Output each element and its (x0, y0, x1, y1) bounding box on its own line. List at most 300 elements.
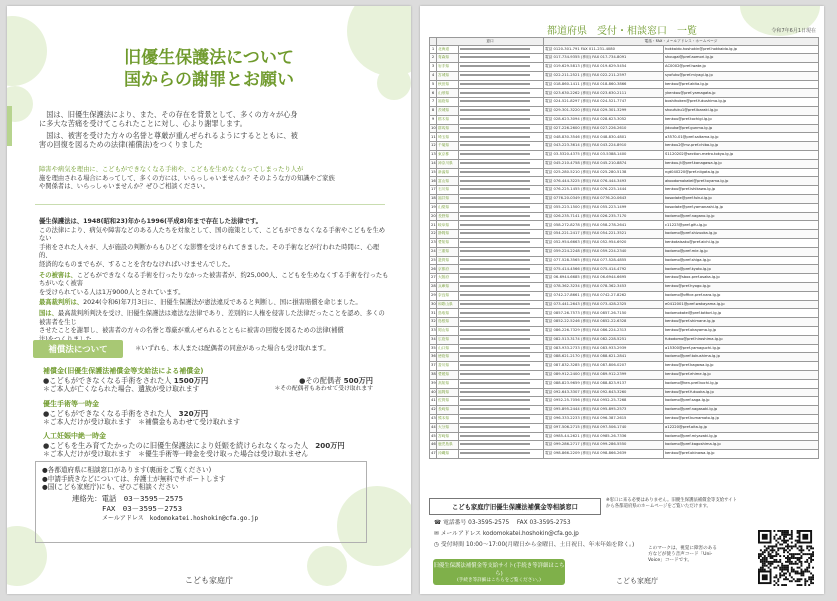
phone-fax: 電話 029-301-3220 (専用) FAX 029-301-3299 (544, 107, 664, 116)
window-name (459, 414, 544, 423)
agency-logo: こども家庭庁 (616, 577, 658, 585)
row-number: 2 (430, 54, 437, 63)
email-address: ngt040220@pref.niigata.lg.jp (664, 168, 819, 177)
row-number: 5 (430, 80, 437, 89)
table-row (430, 133, 819, 142)
consult-mail: ✉ メールアドレス kodomokatei.hoshokin@cfa.go.jp (434, 531, 579, 537)
table-row (430, 177, 819, 186)
phone-fax: 電話 098-866-2209 (専用) FAX 098-866-2639 (544, 450, 664, 459)
row-number: 31 (430, 309, 437, 318)
prefecture-name: 徳島県 (437, 353, 459, 362)
prefecture-name: 高知県 (437, 379, 459, 388)
row-number: 20 (430, 212, 437, 221)
window-name (459, 142, 544, 151)
table-row (430, 406, 819, 415)
prefecture-name: 熊本県 (437, 414, 459, 423)
window-name (459, 335, 544, 344)
phone-fax: 電話 0985-44-2621 (専用) FAX 0985-26-7336 (544, 432, 664, 441)
phone-fax: 電話 0776-20-0349 (専用) FAX 0776-20-0643 (544, 195, 664, 204)
prefecture-table (429, 37, 819, 459)
table-row (430, 265, 819, 274)
window-name (459, 63, 544, 72)
phone-fax: 電話 088-823-9659 (専用) FAX 088-823-9137 (544, 379, 664, 388)
row-number: 42 (430, 406, 437, 415)
email-address: a15300@pref.yamaguchi.lg.jp (664, 344, 819, 353)
window-name (459, 98, 544, 107)
phone-fax: 電話 083-933-2733 (専用) FAX 083-933-2939 (544, 344, 664, 353)
prefecture-name: 愛知県 (437, 239, 459, 248)
table-row (430, 388, 819, 397)
decor-circle (307, 546, 347, 586)
window-name (459, 423, 544, 432)
table-row (430, 89, 819, 98)
table-row (430, 63, 819, 72)
prefecture-name: 香川県 (437, 362, 459, 371)
phone-fax: 電話 043-223-3614 (専用) FAX 043-224-8910 (544, 142, 664, 151)
row-number: 15 (430, 168, 437, 177)
email-address: syofuku@pref.miyagi.lg.jp (664, 71, 819, 80)
table-row (430, 124, 819, 133)
table-row (430, 291, 819, 300)
table-row (430, 309, 819, 318)
prefecture-name: 宮城県 (437, 71, 459, 80)
phone-fax: 電話 017-734-9355 (専用) FAX 017-734-8091 (544, 54, 664, 63)
prefecture-name: 鹿児島県 (437, 441, 459, 450)
prefecture-name: 佐賀県 (437, 397, 459, 406)
phone-fax: 電話 054-221-2417 (専用) FAX 054-221-3521 (544, 230, 664, 239)
row-number: 34 (430, 335, 437, 344)
prefecture-name: 長野県 (437, 212, 459, 221)
phone-fax: 電話 058-272-8278 (専用) FAX 058-278-2641 (544, 221, 664, 230)
phone-fax: 電話 019-629-5813 (専用) FAX 019-629-5454 (544, 63, 664, 72)
window-name (459, 133, 544, 142)
email-address: kodomo@pref.tokushima.lg.jp (664, 353, 819, 362)
row-number: 7 (430, 98, 437, 107)
window-name (459, 186, 544, 195)
table-row (430, 370, 819, 379)
phone-fax: 電話 0742-27-8661 (専用) FAX 0742-27-8262 (544, 291, 664, 300)
table-header: 窓口 電話・FAX・メールアドレス・ホームページ (430, 38, 819, 46)
support-site-button[interactable]: 旧優生保護法補償金等支給サイト(手続き等詳細はこちら) (手続き等詳細はこちらをご覧ください。) (433, 559, 565, 585)
email-address: e0412001@pref.wakayama.lg.jp (664, 300, 819, 309)
email-address: shoufuku1@pref.ibaraki.lg.jp (664, 107, 819, 116)
window-name (459, 274, 544, 283)
prefecture-name: 神奈川県 (437, 159, 459, 168)
row-number: 26 (430, 265, 437, 274)
phone-fax: 電話 073-441-2643 (専用) FAX 073-428-2325 (544, 300, 664, 309)
row-number: 38 (430, 370, 437, 379)
table-row (430, 239, 819, 248)
compensation-pill: 補償法について (33, 340, 123, 358)
email-address: kodomo@ken.pref.kochi.lg.jp (664, 379, 819, 388)
table-row (430, 159, 819, 168)
table-row (430, 230, 819, 239)
row-number: 41 (430, 397, 437, 406)
row-number: 16 (430, 177, 437, 186)
phone-fax: 電話 086-226-7329 (専用) FAX 086-224-2313 (544, 327, 664, 336)
window-name (459, 151, 544, 160)
phone-fax: 電話 096-333-2233 (専用) FAX 096-387-2615 (544, 414, 664, 423)
back-page (420, 6, 824, 594)
prefecture-name: 埼玉県 (437, 133, 459, 142)
row-number: 23 (430, 239, 437, 248)
window-name (459, 283, 544, 292)
row-number: 8 (430, 107, 437, 116)
email-address: kenkou@pref.okinawa.lg.jp (664, 450, 819, 459)
history-section: 優生保護法は、1948(昭和23)年から1996(平成8)年まで存在した法律です。 この法律により、病気や障害などのある人たちを対象として、国の施策として、こどもができなくなる手術やこどもを生めない 手術をされた人々が、人が施設の判断からもひどくな影響を受けられてきました。その手術などが行われた時間に、心理的、 経済的なものまでもが、することを含むなければいけませんでした。 その被害は、こどもができなくなる手術を行ったりなかった被害者が、約25,000人、こどもを生めなくする手術を行ったもちがいなく被害 を受けられている人は1万9000人とされています。 最高裁判所は、2024(令和6)年7月3日に、旧優生保護法が憲法違反であると判断し、国に損害賠償を命じました。 国は、最高裁判所判決を受け、旧優生保護法は違法な法律であり、差別的に人権を侵害した法律だったことを認め、多くの被害者を生じ させたことを謝罪し、被害者の方々の名誉と尊厳が重んぜられるとともに被害の回復を図るための法律(補償 (39, 218, 389, 335)
window-name (459, 291, 544, 300)
email-address: kenkou@pref.ehime.lg.jp (664, 370, 819, 379)
email-address: kodomo@pref.kyoto.lg.jp (664, 265, 819, 274)
consult-title: こども家庭庁旧優生保護法補償金等相談窓口 (429, 498, 601, 515)
window-name (459, 54, 544, 63)
window-name (459, 89, 544, 98)
phone-fax: 電話 027-226-2600 (専用) FAX 027-226-2610 (544, 124, 664, 133)
window-name (459, 177, 544, 186)
phone-fax: 電話 048-830-3546 (専用) FAX 048-830-4801 (544, 133, 664, 142)
phone-fax: 電話 03-5320-4375 (専用) FAX 03-5388-1400 (544, 151, 664, 160)
window-name (459, 318, 544, 327)
window-name (459, 265, 544, 274)
email-address: kenkou@pref.akita.lg.jp (664, 80, 819, 89)
row-number: 25 (430, 256, 437, 265)
window-name (459, 344, 544, 353)
phone-fax: 電話 025-280-5210 (専用) FAX 025-280-5138 (544, 168, 664, 177)
window-name (459, 256, 544, 265)
phone-fax: 電話 045-210-4758 (専用) FAX 045-210-8874 (544, 159, 664, 168)
phone-icon: ☎ (434, 520, 442, 526)
window-name (459, 124, 544, 133)
phone-fax: 電話 052-954-6663 (専用) FAX 052-954-6920 (544, 239, 664, 248)
row-number: 33 (430, 327, 437, 336)
table-row (430, 142, 819, 151)
table-row (430, 300, 819, 309)
list-date: 令和7年6月1日現在 (771, 28, 816, 34)
window-name (459, 71, 544, 80)
email-address: kodomo@office.pref.nara.lg.jp (664, 291, 819, 300)
prefecture-name: 島根県 (437, 318, 459, 327)
prefecture-name: 大阪府 (437, 274, 459, 283)
email-address: ykenkou@pref.yamagata.jp (664, 89, 819, 98)
row-number: 39 (430, 379, 437, 388)
prefecture-name: 長崎県 (437, 406, 459, 415)
email-address: kenkou@pref.kagawa.lg.jp (664, 362, 819, 371)
window-name (459, 195, 544, 204)
window-name (459, 379, 544, 388)
table-row (430, 71, 819, 80)
prefecture-name: 岡山県 (437, 327, 459, 336)
row-number: 46 (430, 441, 437, 450)
row-number: 24 (430, 247, 437, 256)
phone-fax: 電話 0857-26-7573 (専用) FAX 0857-26-7150 (544, 309, 664, 318)
compensation-items: 補償金(旧優生保護法補償金等支給法による補償金) ●こどもができなくなる手術をされた人 1500万円 ●その配偶者 500万円 ＊ご本人が亡くなられた場合、遺族が受け取れます ＊その配偶者もあわせて受け取れます 優生手術等一時金 ●こどもができなくなる手術をされた人 320万円 ＊ご本人だけが受け取れます ＊補償金もあわせて受け取れます 人工妊娠中絶一時金 ●こどもを生み育てたかったのに旧優生保護法により妊娠を続けられなくなった人 200万円 ＊ご本人だけが受け取れます ＊優生手術等一時金を受け取った場合は受け取れません (43, 367, 373, 459)
table-row (430, 397, 819, 406)
phone-fax: 電話 077-528-3565 (専用) FAX 077-528-4855 (544, 256, 664, 265)
table-row (430, 195, 819, 204)
row-number: 30 (430, 300, 437, 309)
row-number: 28 (430, 283, 437, 292)
email-address: shougai@pref.aomori.lg.jp (664, 54, 819, 63)
row-number: 17 (430, 186, 437, 195)
email-address: kodomo@pref.saga.lg.jp (664, 397, 819, 406)
prefecture-name: 滋賀県 (437, 256, 459, 265)
row-number: 45 (430, 432, 437, 441)
call-note: 障害や病気を理由に、こどもができなくなる手術や、こどもを生めなくなってしまったり人が 施を理由される場合にあってして、多くの方には、いらっしゃいませんか？そのような方の知識やご家族 や関係者は、いらっしゃいませんか？ぜひご相談ください。 (39, 166, 335, 191)
email-address: hokkaido.hoshokin@pref.hokkaido.lg.jp (664, 45, 819, 54)
window-name (459, 115, 544, 124)
table-row (430, 151, 819, 160)
phone-fax: 電話 0952-25-7056 (専用) FAX 0952-25-7268 (544, 397, 664, 406)
table-row (430, 115, 819, 124)
list-title: 都道府県 受付・相談窓口 一覧 (547, 26, 697, 37)
table-row (430, 335, 819, 344)
window-name (459, 239, 544, 248)
table-row (430, 247, 819, 256)
window-name (459, 107, 544, 116)
prefecture-name: 青森県 (437, 54, 459, 63)
row-number: 37 (430, 362, 437, 371)
row-number: 29 (430, 291, 437, 300)
row-number: 14 (430, 159, 437, 168)
phone-fax: 電話 078-362-3234 (専用) FAX 078-362-3453 (544, 283, 664, 292)
window-name (459, 80, 544, 89)
row-number: 35 (430, 344, 437, 353)
phone-fax: 電話 097-506-2715 (専用) FAX 097-506-1740 (544, 423, 664, 432)
prefecture-name: 広島県 (437, 335, 459, 344)
title-line2: 国からの謝罪とお願い (124, 70, 294, 90)
phone-fax: 電話 0852-22-5246 (専用) FAX 0852-22-6328 (544, 318, 664, 327)
clock-icon: ◷ (434, 542, 440, 548)
prefecture-name: 栃木県 (437, 115, 459, 124)
email-address: kenkou@pref.shimane.lg.jp (664, 318, 819, 327)
phone-fax: 電話 023-630-2262 (専用) FAX 023-630-2111 (544, 89, 664, 98)
row-number: 19 (430, 203, 437, 212)
row-number: 47 (430, 450, 437, 459)
phone-fax: 電話 024-521-8297 (専用) FAX 024-521-7747 (544, 98, 664, 107)
prefecture-name: 山形県 (437, 89, 459, 98)
phone-fax: 電話 026-235-7141 (専用) FAX 026-235-7170 (544, 212, 664, 221)
window-name (459, 406, 544, 415)
table-row (430, 80, 819, 89)
email-address: kenkou@pref.tochigi.lg.jp (664, 115, 819, 124)
prefecture-name: 宮崎県 (437, 432, 459, 441)
phone-fax: 電話 018-860-1411 (専用) FAX 018-860-3866 (544, 80, 664, 89)
row-number: 13 (430, 151, 437, 160)
agency-logo: こども家庭庁 (185, 576, 233, 585)
prefecture-name: 新潟県 (437, 168, 459, 177)
table-row (430, 327, 819, 336)
phone-fax: 電話 082-513-3174 (専用) FAX 082-228-5251 (544, 335, 664, 344)
window-name (459, 353, 544, 362)
table-row (430, 432, 819, 441)
phone-fax: 電話 076-225-1455 (専用) FAX 076-225-1444 (544, 186, 664, 195)
email-address: a3570-01@pref.saitama.lg.jp (664, 133, 819, 142)
qr-caption: このマークは、視覚に障害のある 方などが使う音声コード「Uni- Voice」コードです。 (648, 546, 717, 563)
phone-fax: 電話 076-444-3225 (専用) FAX 076-444-3493 (544, 177, 664, 186)
email-address: c11223@pref.gifu.lg.jp (664, 221, 819, 230)
window-name (459, 397, 544, 406)
phone-fax: 電話 092-643-3307 (専用) FAX 092-643-3260 (544, 388, 664, 397)
table-row (430, 283, 819, 292)
prefecture-name: 和歌山県 (437, 300, 459, 309)
email-address: fukodomo@pref.hiroshima.lg.jp (664, 335, 819, 344)
window-name (459, 159, 544, 168)
prefecture-name: 東京都 (437, 151, 459, 160)
email-address: kenkou@pref.ishikawa.lg.jp (664, 186, 819, 195)
email-address: kenkou@pref.fukuoka.lg.jp (664, 388, 819, 397)
table-row (430, 168, 819, 177)
table-row (430, 353, 819, 362)
table-row (430, 344, 819, 353)
table-row (430, 212, 819, 221)
table-row (430, 203, 819, 212)
email-address: kenkou@pref.kumamoto.lg.jp (664, 414, 819, 423)
prefecture-name: 岩手県 (437, 63, 459, 72)
email-address: kenkou2@mz.pref.chiba.lg.jp (664, 142, 819, 151)
table-row (430, 450, 819, 459)
window-name (459, 212, 544, 221)
row-number: 21 (430, 221, 437, 230)
prefecture-name: 福井県 (437, 195, 459, 204)
prefecture-name: 鳥取県 (437, 309, 459, 318)
row-number: 36 (430, 353, 437, 362)
title-line1: 旧優生保護法について (124, 48, 294, 68)
phone-fax: 電話 055-223-1500 (専用) FAX 055-223-1499 (544, 203, 664, 212)
qr-code-icon[interactable] (758, 530, 814, 586)
email-address: S1120202@section.metro.tokyo.lg.jp (664, 151, 819, 160)
table-row (430, 98, 819, 107)
table-row (430, 186, 819, 195)
email-address: kodomo@pref.kagoshima.lg.jp (664, 441, 819, 450)
window-name (459, 388, 544, 397)
email-address: kenkou.jt@pref.kanagawa.lg.jp (664, 159, 819, 168)
row-number: 18 (430, 195, 437, 204)
table-row (430, 45, 819, 54)
email-address: kodomo@pref.shizuoka.lg.jp (664, 230, 819, 239)
email-address: kosodate@pref.yamanashi.lg.jp (664, 203, 819, 212)
consult-note: ※窓口に来る必要はありません。旧優生保護法補償金等支給サイト から各都道府県のホームページをご覧いただけます。 (606, 498, 737, 509)
mail-icon: ✉ (434, 531, 439, 537)
table-row (430, 379, 819, 388)
row-number: 43 (430, 414, 437, 423)
window-name (459, 300, 544, 309)
row-number: 10 (430, 124, 437, 133)
table-row (430, 274, 819, 283)
window-name (459, 327, 544, 336)
row-number: 3 (430, 63, 437, 72)
window-name (459, 450, 544, 459)
prefecture-name: 山梨県 (437, 203, 459, 212)
divider (35, 204, 385, 205)
row-number: 22 (430, 230, 437, 239)
prefecture-name: 三重県 (437, 247, 459, 256)
phone-fax: 電話 087-832-3285 (専用) FAX 087-806-0207 (544, 362, 664, 371)
prefecture-name: 静岡県 (437, 230, 459, 239)
email-address: kodomokatei@pref.tottori.lg.jp (664, 309, 819, 318)
compensation-note: ＊いずれも、本人または配偶者の同意があった場合も受け取れます。 (135, 345, 330, 352)
phone-fax: 電話 099-286-2717 (専用) FAX 099-286-5550 (544, 441, 664, 450)
email-address: kodomo@pref.nagasaki.lg.jp (664, 406, 819, 415)
email-address: kodomo@pref.mie.lg.jp (664, 247, 819, 256)
window-name (459, 168, 544, 177)
phone-fax: 電話 06-6944-6685 (専用) FAX 06-6944-6695 (544, 274, 664, 283)
window-name (459, 362, 544, 371)
prefecture-name: 京都府 (437, 265, 459, 274)
email-address: akoodomokatei@pref.toyama.lg.jp (664, 177, 819, 186)
email-address: AC0002@pref.iwate.jp (664, 63, 819, 72)
phone-fax: 電話 088-621-2170 (専用) FAX 088-621-2841 (544, 353, 664, 362)
prefecture-name: 群馬県 (437, 124, 459, 133)
table-row (430, 318, 819, 327)
prefecture-name: 岐阜県 (437, 221, 459, 230)
phone-fax: 電話 075-414-4566 (専用) FAX 075-414-4792 (544, 265, 664, 274)
email-address: kenkou@pref.hyogo.lg.jp (664, 283, 819, 292)
contact-box: ●各都道府県に相談窓口があります(裏面をご覧ください) ●申請手続きなどについては、弁護士が無料でサポートします ●国(こども家庭庁)にも、ぜひご相談ください 連絡先：電話 03－3595－2575 FAX 03－3595－2753 メールアドレス kodomokatei.hoshokin@cfa.go.jp (35, 461, 367, 543)
prefecture-name: 沖縄県 (437, 450, 459, 459)
row-number: 27 (430, 274, 437, 283)
prefecture-name: 奈良県 (437, 291, 459, 300)
phone-fax: 電話 095-895-2444 (専用) FAX 095-895-2573 (544, 406, 664, 415)
prefecture-name: 北海道 (437, 45, 459, 54)
email-address: boshihoken@pref.fukushima.lg.jp (664, 98, 819, 107)
table-row (430, 107, 819, 116)
email-address: kenkou@pref.okayama.lg.jp (664, 327, 819, 336)
front-page (7, 6, 411, 594)
row-number: 6 (430, 89, 437, 98)
window-name (459, 203, 544, 212)
apology-text: 国は、旧優生保護法により、また、その存在を背景として、多くの方々が心身 に多大な苦痛を受けてこられたことに対し、心より謝罪します。 国は、被害を受けた方々の名誉と尊厳が重んぜられるようにするとともに、被 害の回復を図るための法律(補償法)をつくりました (39, 110, 298, 149)
prefecture-name: 千葉県 (437, 142, 459, 151)
email-address: kenkou@sbox.pref.osaka.lg.jp (664, 274, 819, 283)
table-row (430, 423, 819, 432)
prefecture-name: 秋田県 (437, 80, 459, 89)
window-name (459, 370, 544, 379)
table-row (430, 256, 819, 265)
table-row (430, 414, 819, 423)
prefecture-name: 兵庫県 (437, 283, 459, 292)
phone-fax: 電話 089-912-2400 (専用) FAX 089-912-2399 (544, 370, 664, 379)
prefecture-name: 愛媛県 (437, 370, 459, 379)
table-row (430, 54, 819, 63)
accent-bar (7, 106, 12, 146)
email-address: kosodate@pref.fukui.lg.jp (664, 195, 819, 204)
phone-fax: 電話 059-224-2248 (専用) FAX 059-224-2340 (544, 247, 664, 256)
prefecture-name: 福岡県 (437, 388, 459, 397)
email-address: kodomo@pref.nagano.lg.jp (664, 212, 819, 221)
prefecture-name: 大分県 (437, 423, 459, 432)
window-name (459, 309, 544, 318)
email-address: jidouka@pref.gunma.lg.jp (664, 124, 819, 133)
row-number: 12 (430, 142, 437, 151)
prefecture-name: 山口県 (437, 344, 459, 353)
email-address: kodomo@pref.shiga.lg.jp (664, 256, 819, 265)
row-number: 40 (430, 388, 437, 397)
phone-fax: 電話 022-211-2521 (専用) FAX 022-211-2597 (544, 71, 664, 80)
prefecture-name: 石川県 (437, 186, 459, 195)
prefecture-name: 福島県 (437, 98, 459, 107)
email-address: kodomo@pref.miyazaki.lg.jp (664, 432, 819, 441)
table-row (430, 441, 819, 450)
window-name (459, 441, 544, 450)
row-number: 4 (430, 71, 437, 80)
row-number: 44 (430, 423, 437, 432)
row-number: 1 (430, 45, 437, 54)
row-number: 11 (430, 133, 437, 142)
window-name (459, 247, 544, 256)
consult-hours: ◷ 受付時間 10:00～17:00(月曜日から金曜日、土日祝日、年末年始を除く。) (434, 542, 635, 548)
email-address: a12220@pref.oita.lg.jp (664, 423, 819, 432)
consult-phone: ☎ 電話番号 03-3595-2575 FAX 03-3595-2753 (434, 520, 571, 526)
